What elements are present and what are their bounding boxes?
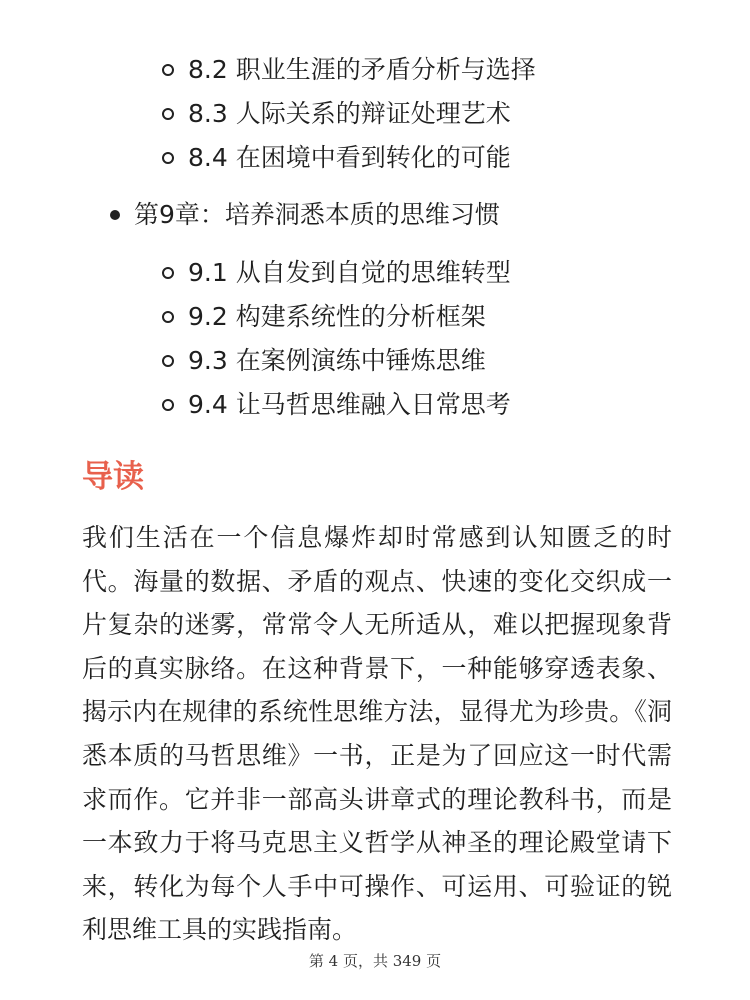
disc-bullet-icon	[110, 210, 120, 220]
toc-item-8-2	[162, 48, 536, 92]
circle-bullet-icon	[162, 108, 174, 120]
toc-item-8-4	[162, 136, 511, 180]
toc-item-label: 8.2 职业生涯的矛盾分析与选择	[188, 55, 536, 84]
toc-item-9-3	[162, 339, 486, 383]
circle-bullet-icon	[162, 311, 174, 323]
circle-bullet-icon	[162, 355, 174, 367]
circle-bullet-icon	[162, 399, 174, 411]
page-number-footer: 第 4 页，共 349 页	[308, 952, 442, 970]
toc-item-9-1	[162, 251, 511, 295]
circle-bullet-icon	[162, 152, 174, 164]
circle-bullet-icon	[162, 267, 174, 279]
toc-item-9-4	[162, 383, 511, 427]
toc-item-label: 9.1 从自发到自觉的思维转型	[188, 258, 511, 287]
toc-item-label: 9.3 在案例演练中锤炼思维	[188, 346, 486, 375]
toc-item-label: 9.2 构建系统性的分析框架	[188, 302, 486, 331]
toc-chapter-label: 第9章：培养洞悉本质的思维习惯	[134, 200, 500, 229]
toc-item-label: 9.4 让马哲思维融入日常思考	[188, 390, 511, 419]
toc-item-8-3	[162, 92, 511, 136]
intro-paragraph: 我们生活在一个信息爆炸却时常感到认知匮乏的时代。海量的数据、矛盾的观点、快速的变化交织成一片复杂的迷雾，常常令人无所适从，难以把握现象背后的真实脉络。在这种背景下，一种能够穿透表象、揭示内在规律的系统性思维方法，显得尤为珍贵。《洞悉本质的马哲思维》一书，正是为了回应这一时代需求而作。它并非一部高头讲章式的理论教科书，而是一本致力于将马克思主义哲学从神圣的理论殿堂请下来，转化为每个人手中可操作、可运用、可验证的锐利思维工具的实践指南。	[82, 523, 672, 945]
toc-chapter-9	[110, 193, 500, 237]
toc-item-label: 8.3 人际关系的辩证处理艺术	[188, 99, 511, 128]
toc-item-label: 8.4 在困境中看到转化的可能	[188, 143, 511, 172]
toc-item-9-2	[162, 295, 486, 339]
intro-heading: 导读	[82, 459, 144, 495]
circle-bullet-icon	[162, 64, 174, 76]
